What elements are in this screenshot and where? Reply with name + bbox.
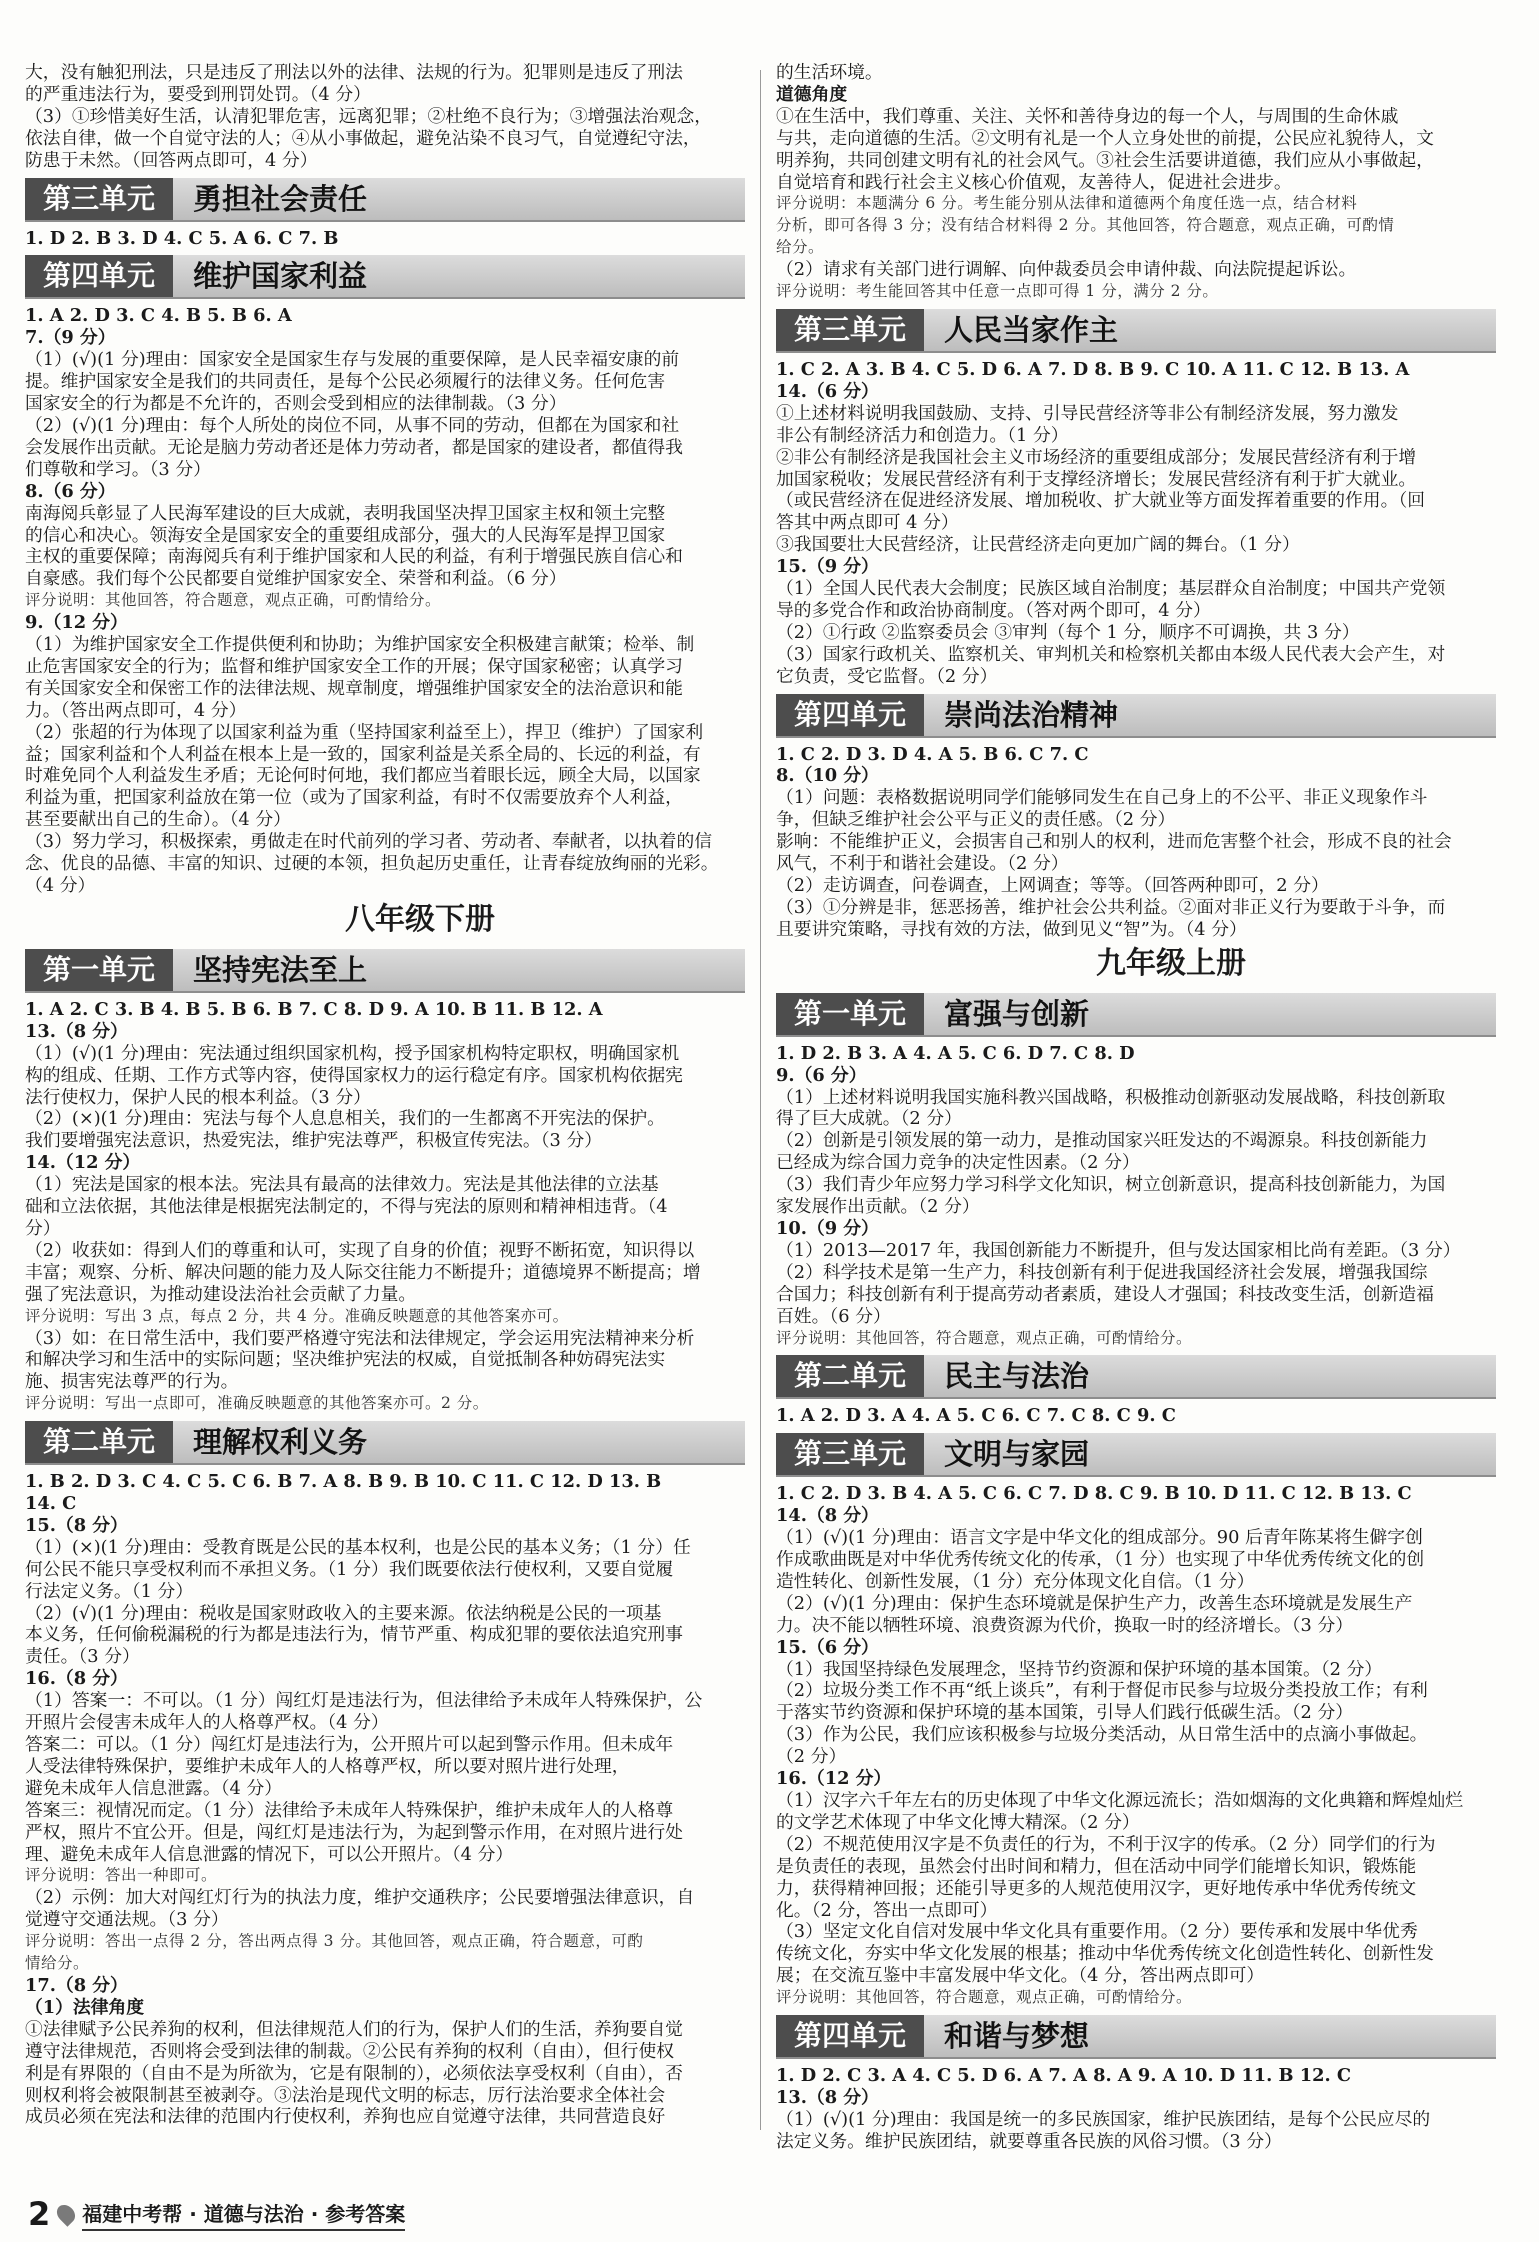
text-line: （1）(√)(1 分)理由：宪法通过组织国家机构，授予国家机构特定职权，明确国家机 <box>25 1042 680 1064</box>
text-line: 传统文化，夯实中华文化发展的根基；推动中华优秀传统文化创造性转化、创新性发 <box>776 1943 1434 1965</box>
text-line: （1）答案一：不可以。（1 分）闯红灯是违法行为，但法律给予未成年人特殊保护，公 <box>25 1690 703 1712</box>
text-line: 则权利将会被限制甚至被剥夺。③法治是现代文明的标志，厉行法治要求全体社会 <box>25 2084 666 2106</box>
text-line: 行法定义务。（1 分） <box>25 1580 194 1602</box>
footer-title: 福建中考帮 · 道德与法治 · 参考答案 <box>82 2198 405 2231</box>
text-line: 利益为重，把国家利益放在第一位（或为了国家利益，有时不仅需要放弃个人利益， <box>25 787 683 809</box>
text-line: （2）(√)(1 分)理由：每个人所处的岗位不同，从事不同的劳动，但都在为国家和社 <box>25 414 680 436</box>
answer-key-line: 13.（8 分） <box>776 2086 879 2108</box>
answer-key-line: 13.（8 分） <box>25 1020 128 1042</box>
text-line: 于落实节约资源和保护环境的基本国策，引导人们践行低碳生活。（2 分） <box>776 1702 1354 1724</box>
text-line: （2）科学技术是第一生产力，科技创新有利于促进我国经济社会发展，增强我国综 <box>776 1261 1428 1283</box>
scoring-note: 评分说明：本题满分 6 分。考生能分别从法律和道德两个角度任选一点，结合材料 <box>776 194 1358 213</box>
grade-heading: 九年级上册 <box>1096 945 1246 981</box>
text-line: 答案三：视情况而定。（1 分）法律给予未成年人特殊保护，维护未成年人的人格尊 <box>25 1799 674 1821</box>
unit-label: 第一单元 <box>776 993 924 1035</box>
unit-name: 和谐与梦想 <box>944 2019 1090 2054</box>
text-line: 是负责任的表现，虽然会付出时间和精力，但在活动中同学们能增长知识，锻炼能 <box>776 1855 1417 1877</box>
answer-key-line: 1. D 2. B 3. A 4. A 5. C 6. D 7. C 8. D <box>776 1042 1135 1064</box>
text-line: 利是有界限的（自由不是为所欲为，它是有限制的），必须依法享受权利（自由），否 <box>25 2062 683 2084</box>
unit-header <box>25 178 745 222</box>
scoring-note: 给分。 <box>776 238 825 257</box>
text-line: 责任。（3 分） <box>25 1646 140 1668</box>
text-line: （1）2013—2017 年，我国创新能力不断提升，但与发达国家相比尚有差距。（3 分） <box>776 1239 1461 1261</box>
text-line: 有关国家安全和保密工作的法律法规、规章制度，增强维护国家安全的法治意识和能 <box>25 677 683 699</box>
unit-name: 勇担社会责任 <box>193 181 368 216</box>
text-line: 的严重违法行为，要受到刑罚处罚。（4 分） <box>25 83 371 105</box>
scoring-note: 评分说明：其他回答，符合题意，观点正确，可酌情给分。 <box>25 591 442 610</box>
right-column <box>776 62 1496 2152</box>
text-line: 开照片会侵害未成年人的人格尊严权。（4 分） <box>25 1712 389 1734</box>
scoring-note: 评分说明：其他回答，符合题意，观点正确，可酌情给分。 <box>776 1328 1193 1347</box>
text-line: 提。维护国家安全是我们的共同责任，是每个公民必须履行的法律义务。任何危害 <box>25 371 666 393</box>
unit-name: 坚持宪法至上 <box>193 952 368 987</box>
text-line: （3）国家行政机关、监察机关、审判机关和检察机关都由本级人民代表大会产生，对 <box>776 643 1446 665</box>
leaf-icon <box>54 2201 79 2226</box>
text-line: ③我国要壮大民营经济，让民营经济走向更加广阔的舞台。（1 分） <box>776 534 1300 556</box>
answer-key-line: 1. D 2. C 3. A 4. C 5. D 6. A 7. A 8. A 9. A 10. D 11. B 12. C <box>776 2065 1351 2087</box>
unit-name: 富强与创新 <box>944 996 1090 1031</box>
unit-label: 第一单元 <box>25 949 173 991</box>
text-line: 丰富；观察、分析、解决问题的能力及人际交往能力不断提升；道德境界不断提高；增 <box>25 1261 701 1283</box>
text-line: 遵守法律规范，否则将会受到法律的制裁。②公民有养狗的权利（自由），但行使权 <box>25 2040 675 2062</box>
answer-key-line: 14.（12 分） <box>25 1152 141 1174</box>
text-line: 益；国家利益和个人利益在根本上是一致的，国家利益是关系全局的、长远的利益，有 <box>25 743 701 765</box>
text-line: ①上述材料说明我国鼓励、支持、引导民营经济等非公有制经济发展，努力激发 <box>776 402 1399 424</box>
text-line: （1）(×)(1 分)理由：受教育既是公民的基本权利，也是公民的基本义务；（1 分）任 <box>25 1536 691 1558</box>
text-line: （2 分） <box>776 1746 847 1768</box>
text-line: 已经成为综合国力竞争的决定性因素。（2 分） <box>776 1152 1140 1174</box>
unit-label: 第四单元 <box>776 694 924 736</box>
unit-name: 维护国家利益 <box>193 259 368 294</box>
text-line: 力。决不能以牺牲环境、浪费资源为代价，换取一时的经济增长。（3 分） <box>776 1614 1354 1636</box>
unit-header <box>776 1355 1496 1399</box>
text-line: （3）①分辨是非，惩恶扬善，维护社会公共利益。②面对非正义行为要敢于斗争，而 <box>776 896 1446 918</box>
text-line: 答其中两点即可 4 分） <box>776 512 959 534</box>
text-line: 依法自律，做一个自觉守法的人；④从小事做起，避免沾染不良习气，自觉遵纪守法， <box>25 127 701 149</box>
text-line: 大，没有触犯刑法，只是违反了刑法以外的法律、法规的行为。犯罪则是违反了刑法 <box>25 62 683 83</box>
text-line: 时难免同个人利益发生矛盾；无论何时何地，我们都应当着眼长远，顾全大局，以国家 <box>25 765 701 787</box>
text-line: 得了巨大成就。（2 分） <box>776 1108 962 1130</box>
scoring-note: 评分说明：其他回答，符合题意，观点正确，可酌情给分。 <box>776 1988 1193 2007</box>
text-line: （1）(√)(1 分)理由：国家安全是国家生存与发展的重要保障，是人民幸福安康的前 <box>25 349 680 371</box>
scoring-note: 评分说明：写出 3 点，每点 2 分，共 4 分。准确反映题意的其他答案亦可。 <box>25 1306 569 1325</box>
unit-header <box>776 694 1496 738</box>
grade-heading: 八年级下册 <box>345 901 495 937</box>
text-line: 我们要增强宪法意识，热爱宪法，维护宪法尊严，积极宣传宪法。（3 分） <box>25 1130 603 1152</box>
text-line: （3）如：在日常生活中，我们要严格遵守宪法和法律规定，学会运用宪法精神来分析 <box>25 1327 695 1349</box>
text-line: 且要讲究策略，寻找有效的方法，做到见义“智”为。（4 分） <box>776 918 1247 940</box>
answer-key-line: 1. C 2. D 3. B 4. A 5. C 6. C 7. D 8. C 9. B 10. D 11. C 12. B 13. C <box>776 1483 1412 1505</box>
answer-key-line: 9.（6 分） <box>776 1064 867 1086</box>
answer-key-line: 15.（6 分） <box>776 1636 879 1658</box>
unit-label: 第四单元 <box>776 2015 924 2057</box>
text-line: 本义务，任何偷税漏税的行为都是违法行为，情节严重、构成犯罪的要依法追究刑事 <box>25 1624 683 1646</box>
text-line: 力，获得精神回报；还能引导更多的人规范使用汉字，更好地传承中华优秀传统文 <box>776 1877 1417 1899</box>
answer-key-line: 8.（10 分） <box>776 765 879 787</box>
unit-label: 第二单元 <box>776 1355 924 1397</box>
text-line: 主权的重要保障；南海阅兵有利于维护国家和人民的利益，有利于增强民族自信心和 <box>25 546 683 568</box>
text-line: （3）努力学习，积极探索，勇做走在时代前列的学习者、劳动者、奉献者，以执着的信 <box>25 831 713 853</box>
text-line: 自觉培育和践行社会主义核心价值观，友善待人，促进社会进步。 <box>776 171 1292 193</box>
text-line: 础和立法依据，其他法律是根据宪法制定的，不得与宪法的原则和精神相违背。（4 <box>25 1196 668 1218</box>
text-line: 加国家税收；发展民营经济有利于支撑经济增长；发展民营经济有利于扩大就业。 <box>776 468 1417 490</box>
answer-key-line: 1. C 2. A 3. B 4. C 5. D 6. A 7. D 8. B 9. C 10. A 11. C 12. B 13. A <box>776 358 1410 380</box>
text-line: 成员必须在宪法和法律的范围内行使权利，养狗也应自觉遵守法律，共同营造良好 <box>25 2106 666 2128</box>
text-line: （1）全国人民代表大会制度；民族区域自治制度；基层群众自治制度；中国共产党领 <box>776 578 1446 600</box>
text-line: （2）请求有关部门进行调解、向仲裁委员会申请仲裁、向法院提起诉讼。 <box>776 259 1357 281</box>
unit-name: 理解权利义务 <box>193 1425 368 1460</box>
text-line: 防患于未然。（回答两点即可，4 分） <box>25 149 318 171</box>
text-line: 避免未成年人信息泄露。（4 分） <box>25 1777 283 1799</box>
text-line: （2）(√)(1 分)理由：保护生态环境就是保护生产力，改善生态环境就是发展生产 <box>776 1592 1413 1614</box>
text-line: （1）为维护国家安全工作提供便利和协助；为维护国家安全积极建言献策；检举、制 <box>25 634 695 656</box>
answer-key-line: 道德角度 <box>776 83 848 105</box>
text-line: 自豪感。我们每个公民都要自觉维护国家安全、荣誉和利益。（6 分） <box>25 568 567 590</box>
text-line: 分） <box>25 1217 61 1239</box>
text-line: （2）(√)(1 分)理由：税收是国家财政收入的主要来源。依法纳税是公民的一项基 <box>25 1602 662 1624</box>
unit-header <box>776 1433 1496 1477</box>
text-line: （1）上述材料说明我国实施科教兴国战略，积极推动创新驱动发展战略，科技创新取 <box>776 1086 1446 1108</box>
text-line: 的信心和决心。领海安全是国家安全的重要组成部分，强大的人民海军是捍卫国家 <box>25 524 666 546</box>
text-line: （2）(×)(1 分)理由：宪法与每个人息息相关，我们的一生都离不开宪法的保护。 <box>25 1108 665 1130</box>
text-line: 止危害国家安全的行为；监督和维护国家安全工作的开展；保守国家秘密；认真学习 <box>25 655 683 677</box>
text-line: 百姓。（6 分） <box>776 1305 891 1327</box>
page-number: 2 <box>28 2195 51 2233</box>
text-line: （2）收获如：得到人们的尊重和认可，实现了自身的价值；视野不断拓宽，知识得以 <box>25 1239 695 1261</box>
answer-key-line: 1. D 2. B 3. D 4. C 5. A 6. C 7. B <box>25 227 339 249</box>
text-line: （1）问题：表格数据说明同学们能够同发生在自己身上的不公平、非正义现象作斗 <box>776 787 1428 809</box>
text-line: （2）①行政 ②监察委员会 ③审判（每个 1 分，顺序不可调换，共 3 分） <box>776 621 1360 643</box>
unit-header <box>25 949 745 993</box>
text-line: （2）示例：加大对闯红灯行为的执法力度，维护交通秩序；公民要增强法律意识，自 <box>25 1887 695 1909</box>
scoring-note: 评分说明：考生能回答其中任意一点即可得 1 分，满分 2 分。 <box>776 282 1219 301</box>
text-line: 作成歌曲既是对中华优秀传统文化的传承，（1 分）也实现了中华优秀传统文化的创 <box>776 1549 1425 1571</box>
unit-label: 第三单元 <box>776 1433 924 1475</box>
text-line: （3）作为公民，我们应该积极参与垃圾分类活动，从日常生活中的点滴小事做起。 <box>776 1724 1428 1746</box>
scoring-note: 评分说明：写出一点即可，准确反映题意的其他答案亦可。2 分。 <box>25 1394 489 1413</box>
text-line: 构的组成、任期、工作方式等内容，使得国家权力的运行稳定有序。国家机构依据宪 <box>25 1064 683 1086</box>
text-line: （1）宪法是国家的根本法。宪法具有最高的法律效力。宪法是其他法律的立法基 <box>25 1174 659 1196</box>
unit-label: 第三单元 <box>25 178 173 220</box>
text-line: 家发展作出贡献。（2 分） <box>776 1196 980 1218</box>
scoring-note: 情给分。 <box>25 1954 90 1973</box>
text-line: 的生活环境。 <box>776 62 883 83</box>
scoring-note: 评分说明：答出一点得 2 分，答出两点得 3 分。其他回答，观点正确，符合题意，可酌 <box>25 1932 644 1951</box>
text-line: （1）(√)(1 分)理由：我国是统一的多民族国家，维护民族团结，是每个公民应尽的 <box>776 2108 1431 2130</box>
text-line: 和解决学习和生活中的实际问题；坚决维护宪法的权威，自觉抵制各种妨碍宪法实 <box>25 1349 666 1371</box>
text-line: 的文学艺术体现了中华文化博大精深。（2 分） <box>776 1811 1140 1833</box>
text-line: 会发展作出贡献。无论是脑力劳动者还是体力劳动者，都是国家的建设者，都值得我 <box>25 436 683 458</box>
unit-header <box>25 255 745 299</box>
unit-label: 第四单元 <box>25 255 173 297</box>
page-footer <box>28 2194 405 2234</box>
answer-key-line: 16.（8 分） <box>25 1668 128 1690</box>
text-line: （3）我们青少年应努力学习科学文化知识，树立创新意识，提高科技创新能力，为国 <box>776 1174 1446 1196</box>
text-line: （1）我国坚持绿色发展理念，坚持节约资源和保护环境的基本国策。（2 分） <box>776 1658 1383 1680</box>
text-line: 造性转化、创新性发展，（1 分）充分体现文化自信。（1 分） <box>776 1570 1255 1592</box>
text-line: 何公民不能只享受权利而不承担义务。（1 分）我们既要依法行使权利，又要自觉履 <box>25 1558 674 1580</box>
text-line: 影响：不能维护正义，会损害自己和别人的权利，进而危害整个社会，形成不良的社会 <box>776 831 1452 853</box>
text-line: 施、损害宪法尊严的行为。 <box>25 1371 239 1393</box>
answer-key-line: 14.（6 分） <box>776 380 879 402</box>
answer-key-line: 8.（6 分） <box>25 480 116 502</box>
text-line: 合国力；科技创新有利于提高劳动者素质，建设人才强国；科技改变生活，创新造福 <box>776 1283 1434 1305</box>
left-column <box>25 62 745 2128</box>
text-line: 觉遵守交通法规。（3 分） <box>25 1909 229 1931</box>
answer-key-line: 1. A 2. D 3. A 4. A 5. C 6. C 7. C 8. C 9. C <box>776 1405 1176 1427</box>
text-line: （3）坚定文化自信对发展中华文化具有重要作用。（2 分）要传承和发展中华优秀 <box>776 1921 1418 1943</box>
text-line: 答案二：可以。（1 分）闯红灯是违法行为，公开照片可以起到警示作用。但未成年 <box>25 1734 674 1755</box>
scoring-note: 分析，即可各得 3 分；没有结合材料得 2 分。其他回答，符合题意，观点正确，可酌情 <box>776 216 1395 235</box>
scoring-note: 评分说明：答出一种即可。 <box>25 1866 218 1885</box>
text-line: 化。（2 分，答出一点即可） <box>776 1899 998 1921</box>
answer-key-line: 1. A 2. C 3. B 4. B 5. B 6. B 7. C 8. D 9. A 10. B 11. B 12. A <box>25 998 603 1020</box>
text-line: （2）创新是引领发展的第一动力，是推动国家兴旺发达的不竭源泉。科技创新能力 <box>776 1130 1428 1152</box>
text-line: （1）(√)(1 分)理由：语言文字是中华文化的组成部分。90 后青年陈某将生僻字创 <box>776 1527 1423 1549</box>
answer-key-line: 1. C 2. D 3. D 4. A 5. B 6. C 7. C <box>776 743 1089 765</box>
text-line: 严权，照片不宜公开。但是，闯红灯是违法行为，为起到警示作用，在对照片进行处 <box>25 1821 683 1843</box>
answer-key-line: 10.（9 分） <box>776 1217 879 1239</box>
answer-key-line: 17.（8 分） <box>25 1974 128 1996</box>
unit-header <box>776 993 1496 1037</box>
text-line: 法行使权力，保护人民的根本利益。（3 分） <box>25 1086 371 1108</box>
unit-name: 民主与法治 <box>944 1359 1090 1394</box>
text-line: （2）张超的行为体现了以国家利益为重（坚持国家利益至上），捍卫（维护）了国家利 <box>25 721 704 743</box>
answer-key-line: （1）法律角度 <box>25 1996 145 2018</box>
answer-key-line: 16.（12 分） <box>776 1768 892 1790</box>
unit-header <box>776 2015 1496 2059</box>
text-line: 它负责，受它监督。（2 分） <box>776 665 998 687</box>
answer-key-line: 15.（8 分） <box>25 1514 128 1536</box>
text-line: 争，但缺乏维护社会公平与正义的责任感。（2 分） <box>776 809 1176 831</box>
text-line: 风气，不利于和谐社会建设。（2 分） <box>776 853 1069 875</box>
text-line: （或民营经济在促进经济发展、增加税收、扩大就业等方面发挥着重要的作用。（回 <box>776 490 1426 512</box>
text-line: （4 分） <box>25 875 96 896</box>
text-line: 法定义务。维护民族团结，就要尊重各民族的风俗习惯。（3 分） <box>776 2130 1282 2152</box>
unit-name: 崇尚法治精神 <box>944 697 1119 732</box>
text-line: 明养狗，共同创建文明有礼的社会风气。③社会生活要讲道德，我们应从小事做起， <box>776 149 1434 171</box>
text-line: （2）不规范使用汉字是不负责任的行为，不利于汉字的传承。（2 分）同学们的行为 <box>776 1833 1436 1855</box>
unit-header <box>25 1421 745 1465</box>
text-line: （1）汉字六千年左右的历史体现了中华文化源远流长；浩如烟海的文化典籍和辉煌灿烂 <box>776 1790 1464 1811</box>
text-line: 与共，走向道德的生活。②文明有礼是一个人立身处世的前提，公民应礼貌待人，文 <box>776 127 1434 149</box>
text-line: 展；在交流互鉴中丰富发展中华文化。（4 分，答出两点即可） <box>776 1965 1265 1987</box>
answer-key-line: 1. A 2. D 3. C 4. B 5. B 6. A <box>25 305 292 327</box>
text-line: ①法律赋予公民养狗的权利，但法律规范人们的行为，保护人们的生活，养狗要自觉 <box>25 2018 683 2040</box>
column-divider <box>760 70 761 2130</box>
unit-label: 第二单元 <box>25 1421 173 1463</box>
text-line: ①在生活中，我们尊重、关注、关怀和善待身边的每一个人，与周围的生命休戚 <box>776 105 1399 127</box>
text-line: （3）①珍惜美好生活，认清犯罪危害，远离犯罪；②杜绝不良行为；③增强法治观念， <box>25 105 713 127</box>
answer-key-line: 14.（8 分） <box>776 1505 879 1527</box>
text-line: 强了宪法意识，为推动建设法治社会贡献了力量。 <box>25 1283 417 1305</box>
text-line: 人受法律特殊保护，要维护未成年人的人格尊严权，所以要对照片进行处理， <box>25 1755 630 1777</box>
text-line: 理、避免未成年人信息泄露的情况下，可以公开照片。（4 分） <box>25 1843 514 1865</box>
text-line: 甚至要献出自己的生命）。（4 分） <box>25 809 291 831</box>
text-line: 国家安全的行为都是不允许的，否则会受到相应的法律制裁。（3 分） <box>25 393 567 415</box>
text-line: ②非公有制经济是我国社会主义市场经济的重要组成部分；发展民营经济有利于增 <box>776 446 1417 468</box>
text-line: 南海阅兵彰显了人民海军建设的巨大成就，表明我国坚决捍卫国家主权和领土完整 <box>25 502 666 524</box>
answer-key-line: 7.（9 分） <box>25 327 116 349</box>
text-line: 念、优良的品德、丰富的知识、过硬的本领，担负起历史重任，让青春绽放绚丽的光彩。 <box>25 853 719 875</box>
text-line: 们尊敬和学习。（3 分） <box>25 458 211 480</box>
answer-key-line: 1. B 2. D 3. C 4. C 5. C 6. B 7. A 8. B 9. B 10. C 11. C 12. D 13. B <box>25 1471 662 1493</box>
answer-key-line: 14. C <box>25 1493 77 1515</box>
unit-header <box>776 309 1496 353</box>
text-line: （2）垃圾分类工作不再“纸上谈兵”，有利于督促市民参与垃圾分类投放工作；有利 <box>776 1680 1428 1702</box>
unit-name: 人民当家作主 <box>944 312 1119 347</box>
unit-label: 第三单元 <box>776 309 924 351</box>
text-line: 导的多党合作和政治协商制度。（答对两个即可，4 分） <box>776 599 1211 621</box>
unit-name: 文明与家园 <box>944 1437 1090 1472</box>
text-line: （2）走访调查，问卷调查，上网调查；等等。（回答两种即可，2 分） <box>776 875 1329 896</box>
text-line: 非公有制经济活力和创造力。（1 分） <box>776 424 1069 446</box>
answer-key-line: 9.（12 分） <box>25 612 128 634</box>
text-line: 力。（答出两点即可，4 分） <box>25 699 247 721</box>
answer-key-line: 15.（9 分） <box>776 556 879 578</box>
